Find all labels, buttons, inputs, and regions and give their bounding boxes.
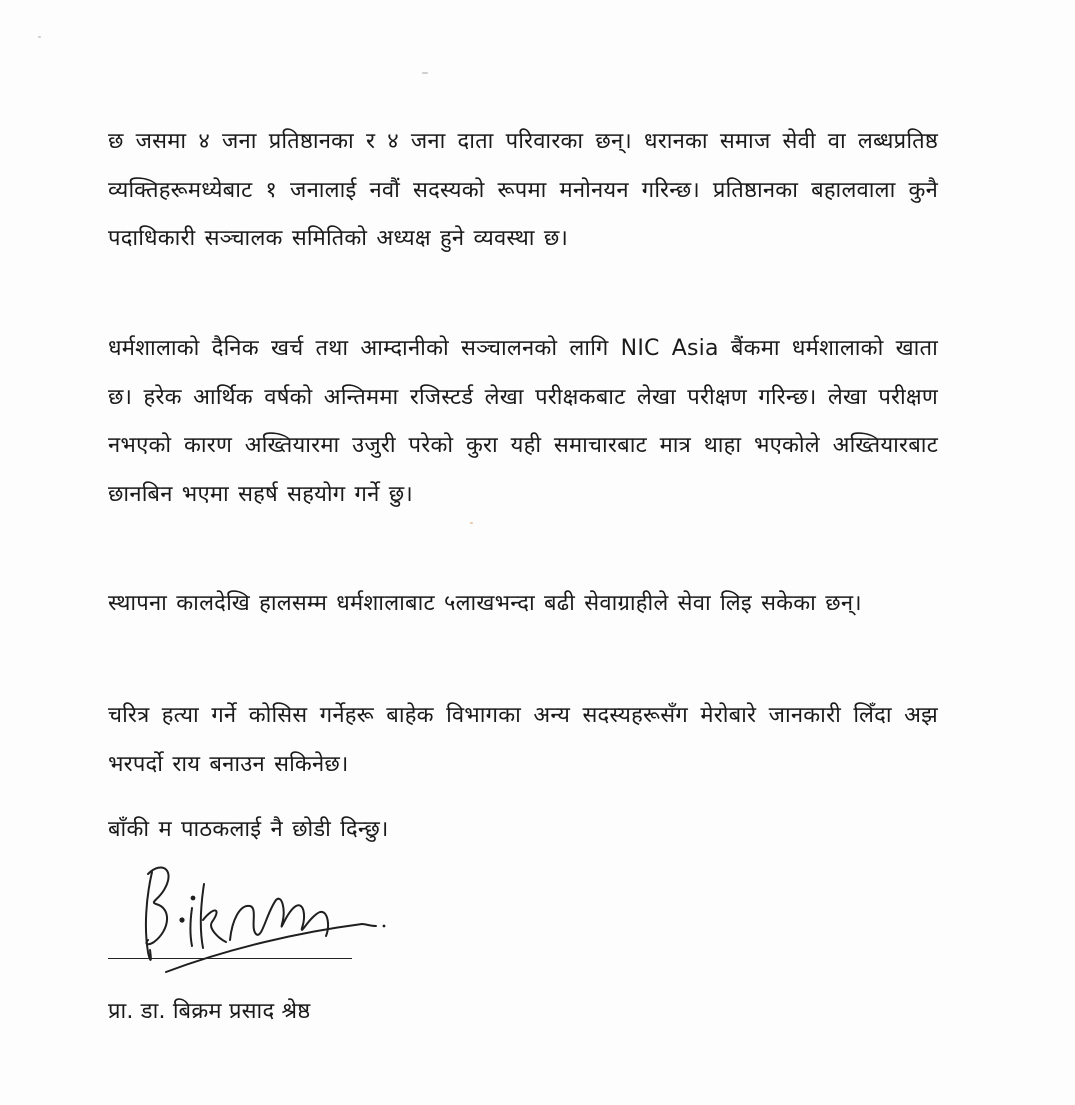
handwritten-signature-icon [100, 850, 400, 990]
signatory-name: प्रा. डा. बिक्रम प्रसाद श्रेष्ठ [108, 999, 311, 1024]
paragraph-service-users: स्थापना कालदेखि हालसम्म धर्मशालाबाट ५लाखभन्दा बढी सेवाग्राहीले सेवा लिइ सकेका छन्। [108, 591, 862, 616]
signature-line [108, 958, 352, 959]
paragraph-accounts: धर्मशालाको दैनिक खर्च तथा आम्दानीको सञ्चालनको लागि NIC Asia बैंकमा धर्मशालाको खाता छ। हरेक आर्थिक वर्षको अन्तिममा रजिस्टर्ड लेखा परीक्षकबाट लेखा परीक्षण गरिन्छ। लेखा परीक्षण नभएको कारण अख्तियारमा उजुरी परेको कुरा यही समाचारबाट मात्र थाहा भएकोले अख्तियारबाट छानबिन भएमा सहर्ष सहयोग गर्ने छु। [108, 336, 938, 507]
scan-speck [38, 36, 41, 38]
paragraph-closing: बाँकी म पाठकलाई नै छोडी दिन्छु। [108, 817, 389, 842]
scan-speck [470, 522, 473, 524]
scan-speck [422, 72, 428, 74]
paragraph-reference: चरित्र हत्या गर्ने कोसिस गर्नेहरू बाहेक विभागका अन्य सदस्यहरूसँग मेरोबारे जानकारी लिँदा अझ भरपर्दो राय बनाउन सकिनेछ। [108, 703, 938, 777]
paragraph-committee: छ जसमा ४ जना प्रतिष्ठानका र ४ जना दाता परिवारका छन्। धरानका समाज सेवी वा लब्धप्रतिष्ठ व्यक्तिहरूमध्येबाट १ जनालाई नवौं सदस्यको रूपमा मनोनयन गरिन्छ। प्रतिष्ठानका बहालवाला कुनै पदाधिकारी सञ्चालक समितिको अध्यक्ष हुने व्यवस्था छ। [108, 129, 938, 251]
